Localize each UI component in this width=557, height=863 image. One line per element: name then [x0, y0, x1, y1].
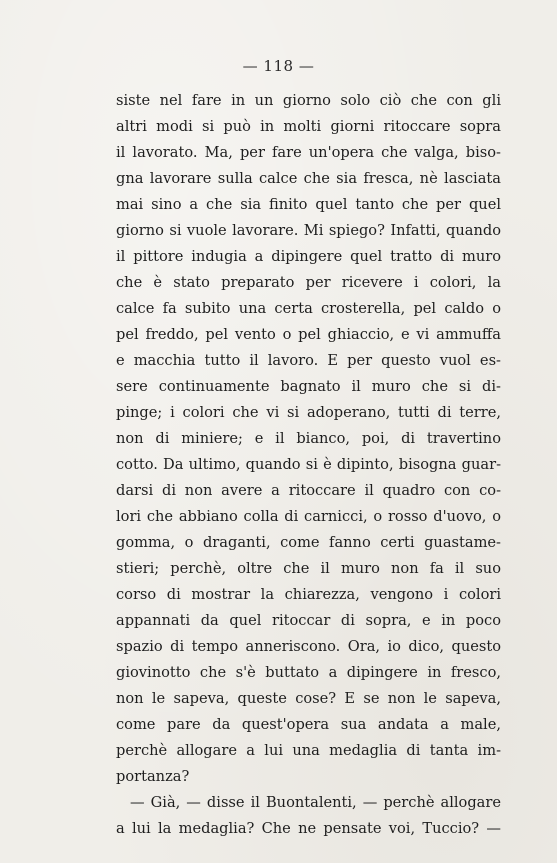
- text-line: appannati da quel ritoccar di sopra, e in poco: [116, 612, 501, 629]
- text-line: spazio di tempo anneriscono. Ora, io dico, questo: [116, 638, 501, 655]
- text-line: calce fa subito una certa crosterella, pel caldo o: [116, 300, 501, 317]
- text-line: pinge; i colori che vi si adoperano, tutti di terre,: [116, 404, 501, 421]
- text-line: siste nel fare in un giorno solo ciò che con gli: [116, 92, 501, 109]
- text-line: — Già, — disse il Buontalenti, — perchè allogare: [130, 794, 501, 811]
- text-line: corso di mostrar la chiarezza, vengono i colori: [116, 586, 501, 603]
- text-line: perchè allogare a lui una medaglia di tanta im-: [116, 742, 501, 759]
- text-line: non le sapeva, queste cose? E se non le sapeva,: [116, 690, 501, 707]
- text-line: il pittore indugia a dipingere quel tratto di muro: [116, 248, 501, 265]
- text-line: pel freddo, pel vento o pel ghiaccio, e vi ammuffa: [116, 326, 501, 343]
- text-line: mai sino a che sia finito quel tanto che per quel: [116, 196, 501, 213]
- text-line: portanza?: [116, 768, 190, 785]
- page-number: — 118 —: [242, 57, 315, 75]
- text-line: cotto. Da ultimo, quando si è dipinto, bisogna guar-: [116, 456, 501, 473]
- text-line: giorno si vuole lavorare. Mi spiego? Infatti, quando: [116, 222, 501, 239]
- text-line: gomma, o draganti, come fanno certi guastame-: [116, 534, 501, 551]
- text-line: che è stato preparato per ricevere i colori, la: [116, 274, 501, 291]
- body-text: [116, 88, 501, 842]
- text-line: darsi di non avere a ritoccare il quadro con co-: [116, 482, 501, 499]
- text-line: giovinotto che s'è buttato a dipingere in fresco,: [116, 664, 501, 681]
- text-line: il lavorato. Ma, per fare un'opera che valga, biso-: [116, 144, 501, 161]
- text-line: non di miniere; e il bianco, poi, di travertino: [116, 430, 501, 447]
- text-line: lori che abbiano colla di carnicci, o rosso d'uovo, o: [116, 508, 501, 525]
- text-line: stieri; perchè, oltre che il muro non fa il suo: [116, 560, 501, 577]
- text-line: come pare da quest'opera sua andata a male,: [116, 716, 501, 733]
- text-line: gna lavorare sulla calce che sia fresca, nè lasciata: [116, 170, 501, 187]
- text-line: altri modi si può in molti giorni ritoccare sopra: [116, 118, 501, 135]
- text-line: e macchia tutto il lavoro. E per questo vuol es-: [116, 352, 501, 369]
- text-line: sere continuamente bagnato il muro che si di-: [116, 378, 501, 395]
- text-line: a lui la medaglia? Che ne pensate voi, Tuccio? —: [116, 820, 501, 837]
